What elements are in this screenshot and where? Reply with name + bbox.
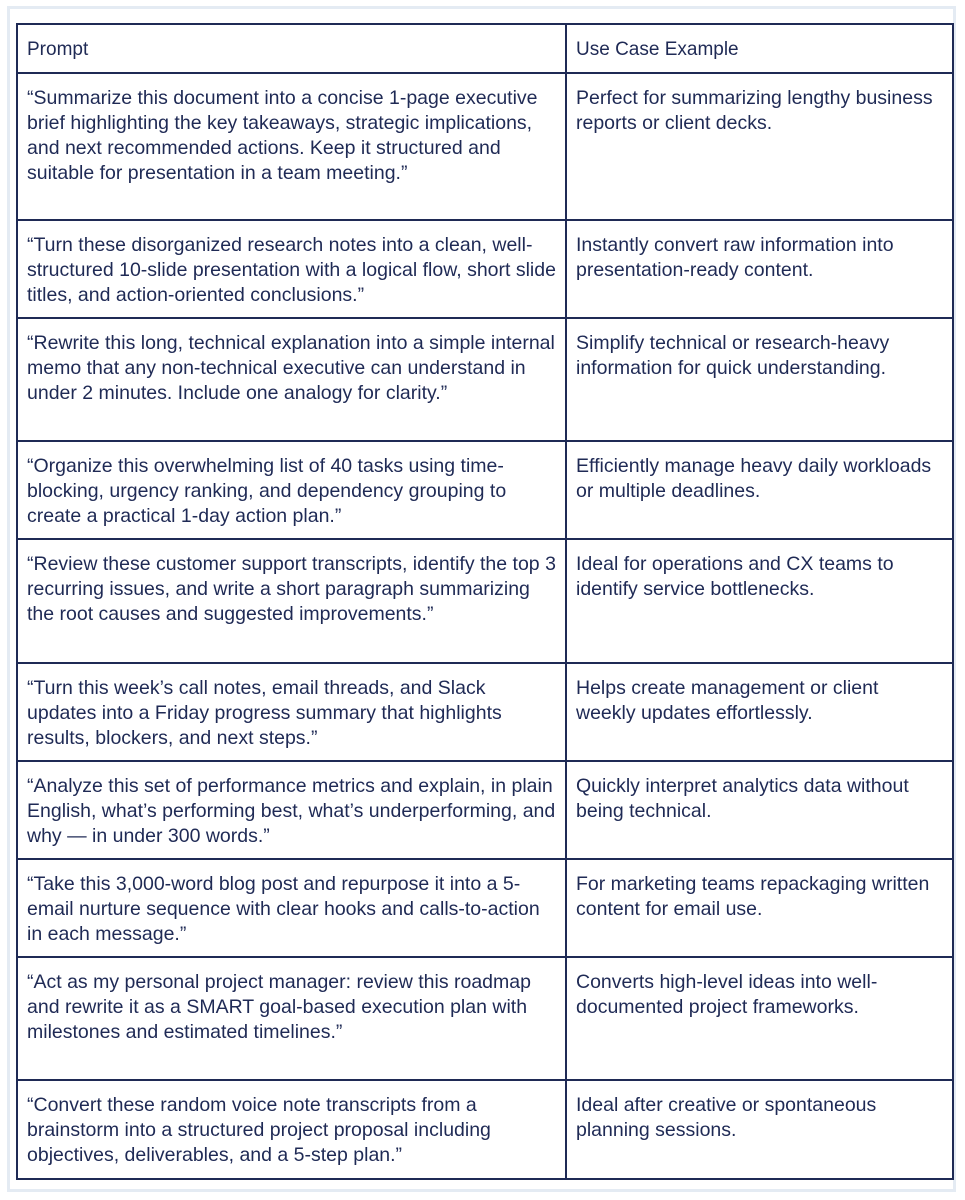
table-row — [17, 441, 953, 539]
prompt-cell: “Turn this week’s call notes, email threads, and Slack updates into a Friday progress summary that highlights results, blockers, and next steps.” — [17, 663, 566, 761]
prompt-cell: “Organize this overwhelming list of 40 tasks using time-blocking, urgency ranking, and dependency grouping to create a practical 1-day action plan.” — [17, 441, 566, 539]
prompt-cell: “Review these customer support transcripts, identify the top 3 recurring issues, and write a short paragraph summarizing the root causes and suggested improvements.” — [17, 539, 566, 663]
prompt-cell: “Convert these random voice note transcripts from a brainstorm into a structured project proposal including objectives, deliverables, and a 5-step plan.” — [17, 1080, 566, 1179]
use-case-cell: Efficiently manage heavy daily workloads or multiple deadlines. — [566, 441, 953, 539]
table-row — [17, 1080, 953, 1179]
prompt-table — [16, 23, 954, 1180]
header-use-case: Use Case Example — [566, 24, 953, 73]
table-row — [17, 859, 953, 957]
prompt-cell: “Rewrite this long, technical explanation into a simple internal memo that any non-technical executive can understand in under 2 minutes. Include one analogy for clarity.” — [17, 318, 566, 441]
table-row — [17, 957, 953, 1080]
header-prompt: Prompt — [17, 24, 566, 73]
use-case-cell: Ideal after creative or spontaneous planning sessions. — [566, 1080, 953, 1179]
use-case-cell: Ideal for operations and CX teams to identify service bottlenecks. — [566, 539, 953, 663]
table-header-row — [17, 24, 953, 73]
use-case-cell: For marketing teams repackaging written content for email use. — [566, 859, 953, 957]
table-row — [17, 663, 953, 761]
use-case-cell: Perfect for summarizing lengthy business reports or client decks. — [566, 73, 953, 220]
table-row — [17, 220, 953, 318]
use-case-cell: Simplify technical or research-heavy information for quick understanding. — [566, 318, 953, 441]
use-case-cell: Quickly interpret analytics data without being technical. — [566, 761, 953, 859]
use-case-cell: Helps create management or client weekly updates effortlessly. — [566, 663, 953, 761]
table-row — [17, 318, 953, 441]
table-row — [17, 761, 953, 859]
use-case-cell: Converts high-level ideas into well-documented project frameworks. — [566, 957, 953, 1080]
prompt-cell: “Turn these disorganized research notes into a clean, well-structured 10-slide presentation with a logical flow, short slide titles, and action-oriented conclusions.” — [17, 220, 566, 318]
prompt-cell: “Analyze this set of performance metrics and explain, in plain English, what’s performing best, what’s underperforming, and why — in under 300 words.” — [17, 761, 566, 859]
prompt-cell: “Act as my personal project manager: review this roadmap and rewrite it as a SMART goal-based execution plan with milestones and estimated timelines.” — [17, 957, 566, 1080]
table-row — [17, 73, 953, 220]
prompt-cell: “Take this 3,000-word blog post and repurpose it into a 5-email nurture sequence with clear hooks and calls-to-action in each message.” — [17, 859, 566, 957]
prompt-cell: “Summarize this document into a concise 1-page executive brief highlighting the key takeaways, strategic implications, and next recommended actions. Keep it structured and suitable for presentation in a team meeting.” — [17, 73, 566, 220]
table-row — [17, 539, 953, 663]
use-case-cell: Instantly convert raw information into presentation-ready content. — [566, 220, 953, 318]
